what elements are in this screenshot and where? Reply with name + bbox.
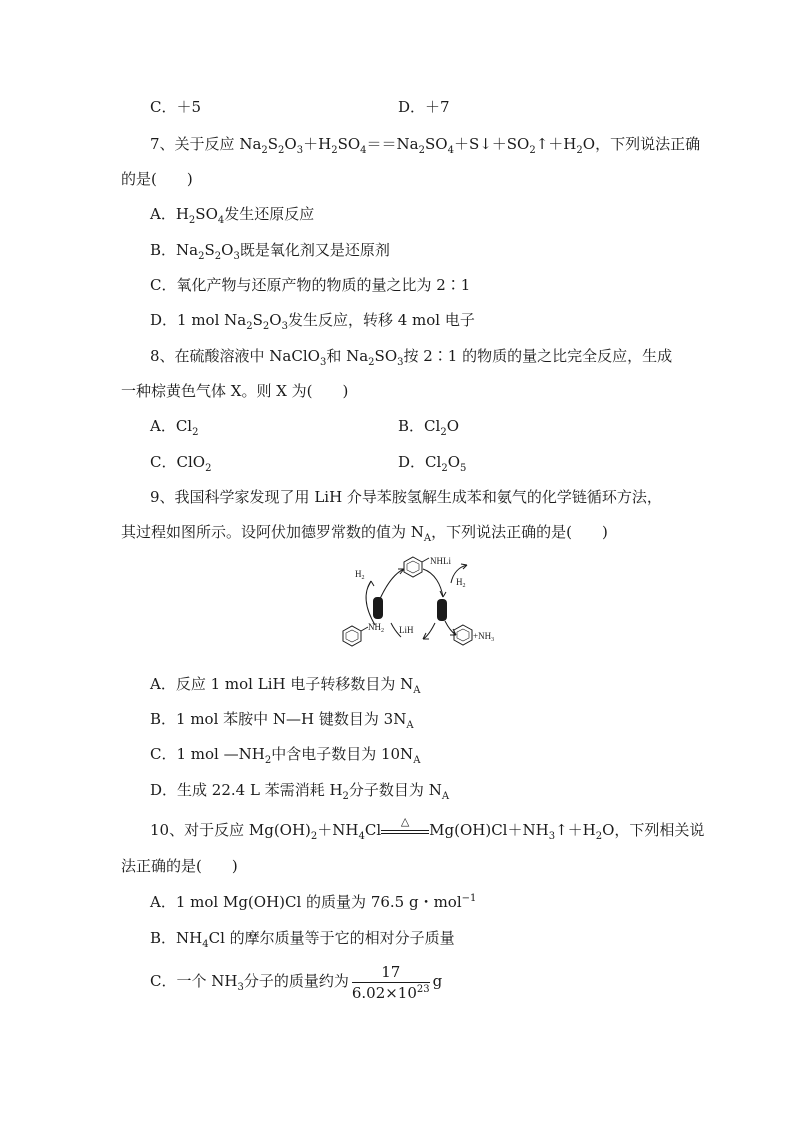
q8-option-a: A．$Cl_2$ (150, 417, 199, 438)
label-h2-left: $H_2$ (355, 569, 365, 581)
q6-option-c: C．＋5 (150, 98, 202, 116)
q9-stem-line2: 其过程如图所示。设阿伏加德罗常数的值为 $N_A$，下列说法正确的是( ) (121, 523, 608, 544)
q9-option-a: A．反应 1 mol LiH 电子转移数目为 $N_A$ (150, 675, 421, 696)
q8-stem-line2: 一种棕黄色气体 X。则 X 为( ) (121, 382, 349, 400)
q10-option-a: A．1 mol Mg(OH)Cl 的质量为 76.5 g・mol$^{-1}$ (150, 893, 477, 911)
q9-stem-line1: 9、我国科学家发现了用 LiH 介导苯胺氢解生成苯和氨气的化学链循环方法， (150, 488, 662, 506)
q9-option-d: D．生成 22.4 L 苯需消耗 $H_2$分子数目为 $N_A$ (150, 781, 450, 802)
q6-option-d: D．＋7 (398, 98, 450, 116)
q8-option-b: B．$Cl_2O$ (398, 417, 459, 438)
q10-option-c: C．一个 $NH_3$分子的质量约为 $\frac{17}{6.02\times 10^{23}}$ g (150, 962, 443, 1002)
catalyst-left (373, 597, 383, 619)
q7-option-a: A．$H_2SO_4$发生还原反应 (150, 205, 315, 226)
mass-fraction: $\frac{17}{6.02\times 10^{23}}$ (351, 962, 430, 1002)
q7-stem-line1: 7、关于反应 $Na_2S_2O_3+H_2SO_4==Na_2SO_4+S↓+SO_2↑+H_2O$，下列说法正确 (150, 135, 701, 156)
label-nh3: $+NH_3$ (473, 631, 495, 643)
label-h2-right: $H_2$ (456, 577, 466, 589)
heating-equal-sign: △ (381, 822, 429, 840)
label-nhli: NHLi (430, 556, 451, 566)
q9-option-b: B．1 mol 苯胺中 N—H 键数目为 $3N_A$ (150, 710, 414, 731)
label-lih: LiH (399, 625, 414, 635)
q7-option-b: B．$Na_2S_2O_3$既是氧化剂又是还原剂 (150, 241, 390, 262)
reaction-cycle-diagram (335, 553, 525, 653)
q7-option-c: C．氧化产物与还原产物的物质的量之比为 2∶1 (150, 276, 471, 294)
q10-stem-line1: 10、对于反应 $Mg(OH)_2+NH_4Cl$ △ $Mg(OH)Cl+NH_3↑+H_2O$，下列相关说 (150, 815, 705, 842)
q10-option-b: B．$NH_4Cl$ 的摩尔质量等于它的相对分子质量 (150, 929, 455, 950)
q8-stem-line1: 8、在硫酸溶液中 NaClO$_3$和 $Na_2SO_3$按 2∶1 的物质的量之比完全反应，生成 (150, 347, 673, 368)
q7-option-d: D．1 mol $Na_2S_2O_3$发生反应，转移 4 mol 电子 (150, 311, 475, 332)
catalyst-right (437, 599, 447, 621)
q8-option-d: D．$Cl_2O_5$ (398, 453, 467, 474)
q7-stem-line2: 的是( ) (121, 170, 193, 188)
q8-option-c: C．ClO$_2$ (150, 453, 212, 474)
q9-option-c: C．1 mol $—NH_2$中含电子数目为 $10N_A$ (150, 745, 421, 766)
q10-stem-line2: 法正确的是( ) (121, 857, 238, 875)
label-nh2: $NH_2$ (368, 622, 384, 634)
